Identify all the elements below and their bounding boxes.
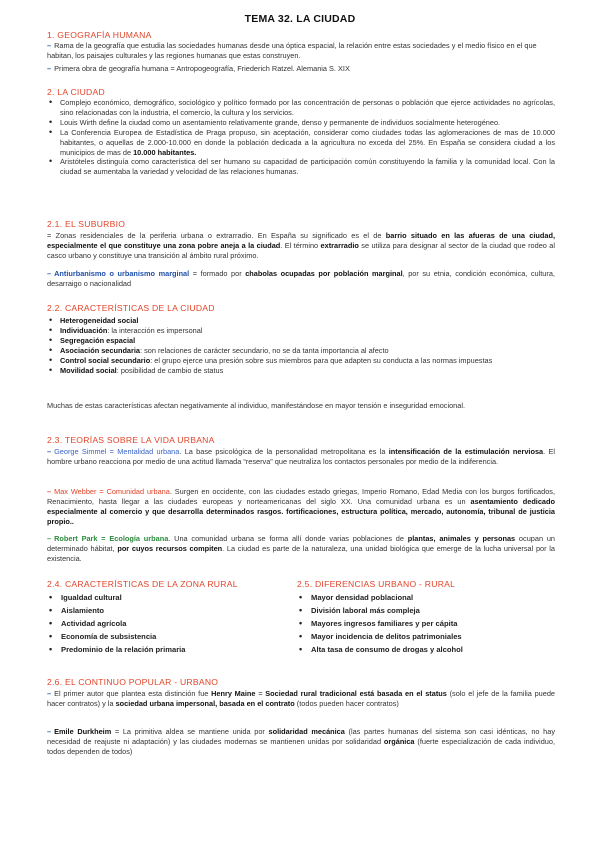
list-item: • Actividad agrícola [47,617,287,630]
paragraph-geografia-obra: – Primera obra de geografía humana = Antropogeografía, Friederich Ratzel. Alemania S. XIX [47,64,350,73]
section-heading-diferencias: 2.5. DIFERENCIAS URBANO - RURAL [297,579,456,589]
list-item: • Asociación secundaria: son relaciones de carácter secundario, no se da tanta importancia al afecto [47,346,555,356]
list-item: • Control social secundario: el grupo ejerce una presión sobre sus miembros para que adapten su conducta a las normas impuestas [47,356,555,366]
list-item: • División laboral más compleja [297,604,537,617]
list-item: • Movilidad social: posibilidad de cambio de status [47,366,555,376]
dash-marker: – [47,534,52,543]
list-item: • Individuación: la interacción es impersonal [47,326,555,336]
section-heading-continuo: 2.6. EL CONTINUO POPULAR - URBANO [47,677,219,687]
caracteristicas-list [47,316,555,375]
list-item: • Mayor incidencia de delitos patrimoniales [297,630,537,643]
dash-marker: – [47,64,52,73]
section-heading-ciudad: 2. LA CIUDAD [47,87,105,97]
list-item: • La Conferencia Europea de Estadística de Praga propuso, sin aceptación, considerar como ciudades todas las aglomeraciones de mas de 10.000 habitantes, o aquellas de 2.000-10.000 en donde la población dedicada a la agricultura no exceda del 25%. En España se considera ciudad a los municipios de mas de 10.000 habitantes. [47,128,555,158]
list-item: • Alta tasa de consumo de drogas y alcohol [297,643,537,656]
section-heading-teorias: 2.3. TEORÍAS SOBRE LA VIDA URBANA [47,435,215,445]
diferencias-column [297,579,537,656]
dash-marker: – [47,447,52,456]
zona-rural-list [47,591,287,656]
paragraph-caracteristicas-conclusion: Muchas de estas características afectan negativamente al individuo, manifestándose en mayor tensión e inseguridad emocional. [47,401,466,410]
list-item: • Igualdad cultural [47,591,287,604]
paragraph-geografia-definicion: – Rama de la geografía que estudia las sociedades humanas desde una óptica espacial, la relación entre estas sociedades y el medio físico en el que habitan, los paisajes culturales y las regiones humanas que estas construyen. [47,41,537,60]
list-item: • Economía de subsistencia [47,630,287,643]
section-heading-geografia: 1. GEOGRAFÍA HUMANA [47,30,152,40]
list-item: • Aislamiento [47,604,287,617]
paragraph-suburbio: = Zonas residenciales de la periferia urbana o extrarradio. En España su significado es el de barrio situado en las afueras de una ciudad, especialmente el que constituye una zona pobre aneja a la ciudad. El término extrarradio se utiliza para designar al sector de la ciudad que rodeo al casco urbano y constituye una transición al ámbito rural próximo. [47,231,556,260]
list-item: • Mayores ingresos familiares y per cápita [297,617,537,630]
dash-marker: – [47,41,52,50]
list-item: • Segregación espacial [47,336,555,346]
paragraph-weber: – Max Webber = Comunidad urbana. Surgen en occidente, con las ciudades estado griegas, Imperio Romano, Edad Media con los burgos fortificados, Renacimiento, hasta llegar a las ciudades europeas y norteamericanas del siglo XX. Una comunidad urbana es un asentamiento dedicado especialmente al comercio y que desarrolla determinados rasgos. fortificaciones, estructura política, mercado, autonomía, tribunal de justicia propio.. [47,487,555,526]
list-item: • Complejo económico, demográfico, sociológico y político formado por las concentración de personas o población que ejerce actividades no agrícolas, sino relacionadas con la industria, el comercio, la cultura y los servicios. [47,98,555,118]
list-item: • Heterogeneidad social [47,316,555,326]
paragraph-simmel: – George Simmel = Mentalidad urbana. La base psicológica de la personalidad metropolitana es la intensificación de la estimulación nerviosa. El hombre urbano reacciona por medio de una actitud llamada “reserva” que neutraliza los contactos personales por medio de la indiferencia. [47,447,555,466]
page-title: TEMA 32. LA CIUDAD [244,13,356,25]
list-item: • Predominio de la relación primaria [47,643,287,656]
dash-marker: – [47,269,52,278]
diferencias-list [297,591,537,656]
dash-marker: – [47,727,52,736]
paragraph-antiurbanismo: – Antiurbanismo o urbanismo marginal = formado por chabolas ocupadas por población marginal, por su etnia, condición económica, cultura, desarraigo o nacionalidad [47,269,555,288]
dash-marker: – [47,487,52,496]
list-item: • Mayor densidad poblacional [297,591,537,604]
dash-marker: – [47,689,52,698]
paragraph-durkheim: – Emile Durkheim = La primitiva aldea se mantiene unida por solidaridad mecánica (las partes humanas del sistema son casi idénticas, no hay necesidad de reajuste ni adaptación) y las ciudades modernas se mantienen unidas por solidaridad orgánica (fuerte especialización de cada individuo, todos dependen de todos) [47,727,555,756]
ciudad-list [47,98,555,177]
list-item: • Aristóteles distinguía como característica del ser humano su capacidad de participación común constituyendo la familia y la comunidad local. Con la ciudad se aumentaba la variedad y velocidad de las relaciones humanas. [47,157,555,177]
section-heading-zona-rural: 2.4. CARACTERÍSTICAS DE LA ZONA RURAL [47,579,238,589]
section-heading-caracteristicas-ciudad: 2.2. CARACTERÍSTICAS DE LA CIUDAD [47,303,215,313]
section-heading-suburbio: 2.1. EL SUBURBIO [47,219,126,229]
paragraph-park: – Robert Park = Ecología urbana. Una comunidad urbana se forma allí donde varias poblaciones de plantas, animales y personas ocupan un determinado hábitat, por cuyos recursos compiten. La ciudad es parte de la naturaleza, una unidad biológica que emerge de la lucha universal por la existencia. [47,534,556,563]
paragraph-maine: – El primer autor que plantea esta distinción fue Henry Maine = Sociedad rural tradicional está basada en el status (solo el jefe de la familia puede hacer contratos) y la sociedad urbana impersonal, basada en el contrato (todos pueden hacer contratos) [47,689,555,708]
list-item: • Louis Wirth define la ciudad como un asentamiento relativamente grande, denso y permanente de individuos socialmente heterogéneo. [47,118,555,128]
zona-rural-column [47,579,287,656]
